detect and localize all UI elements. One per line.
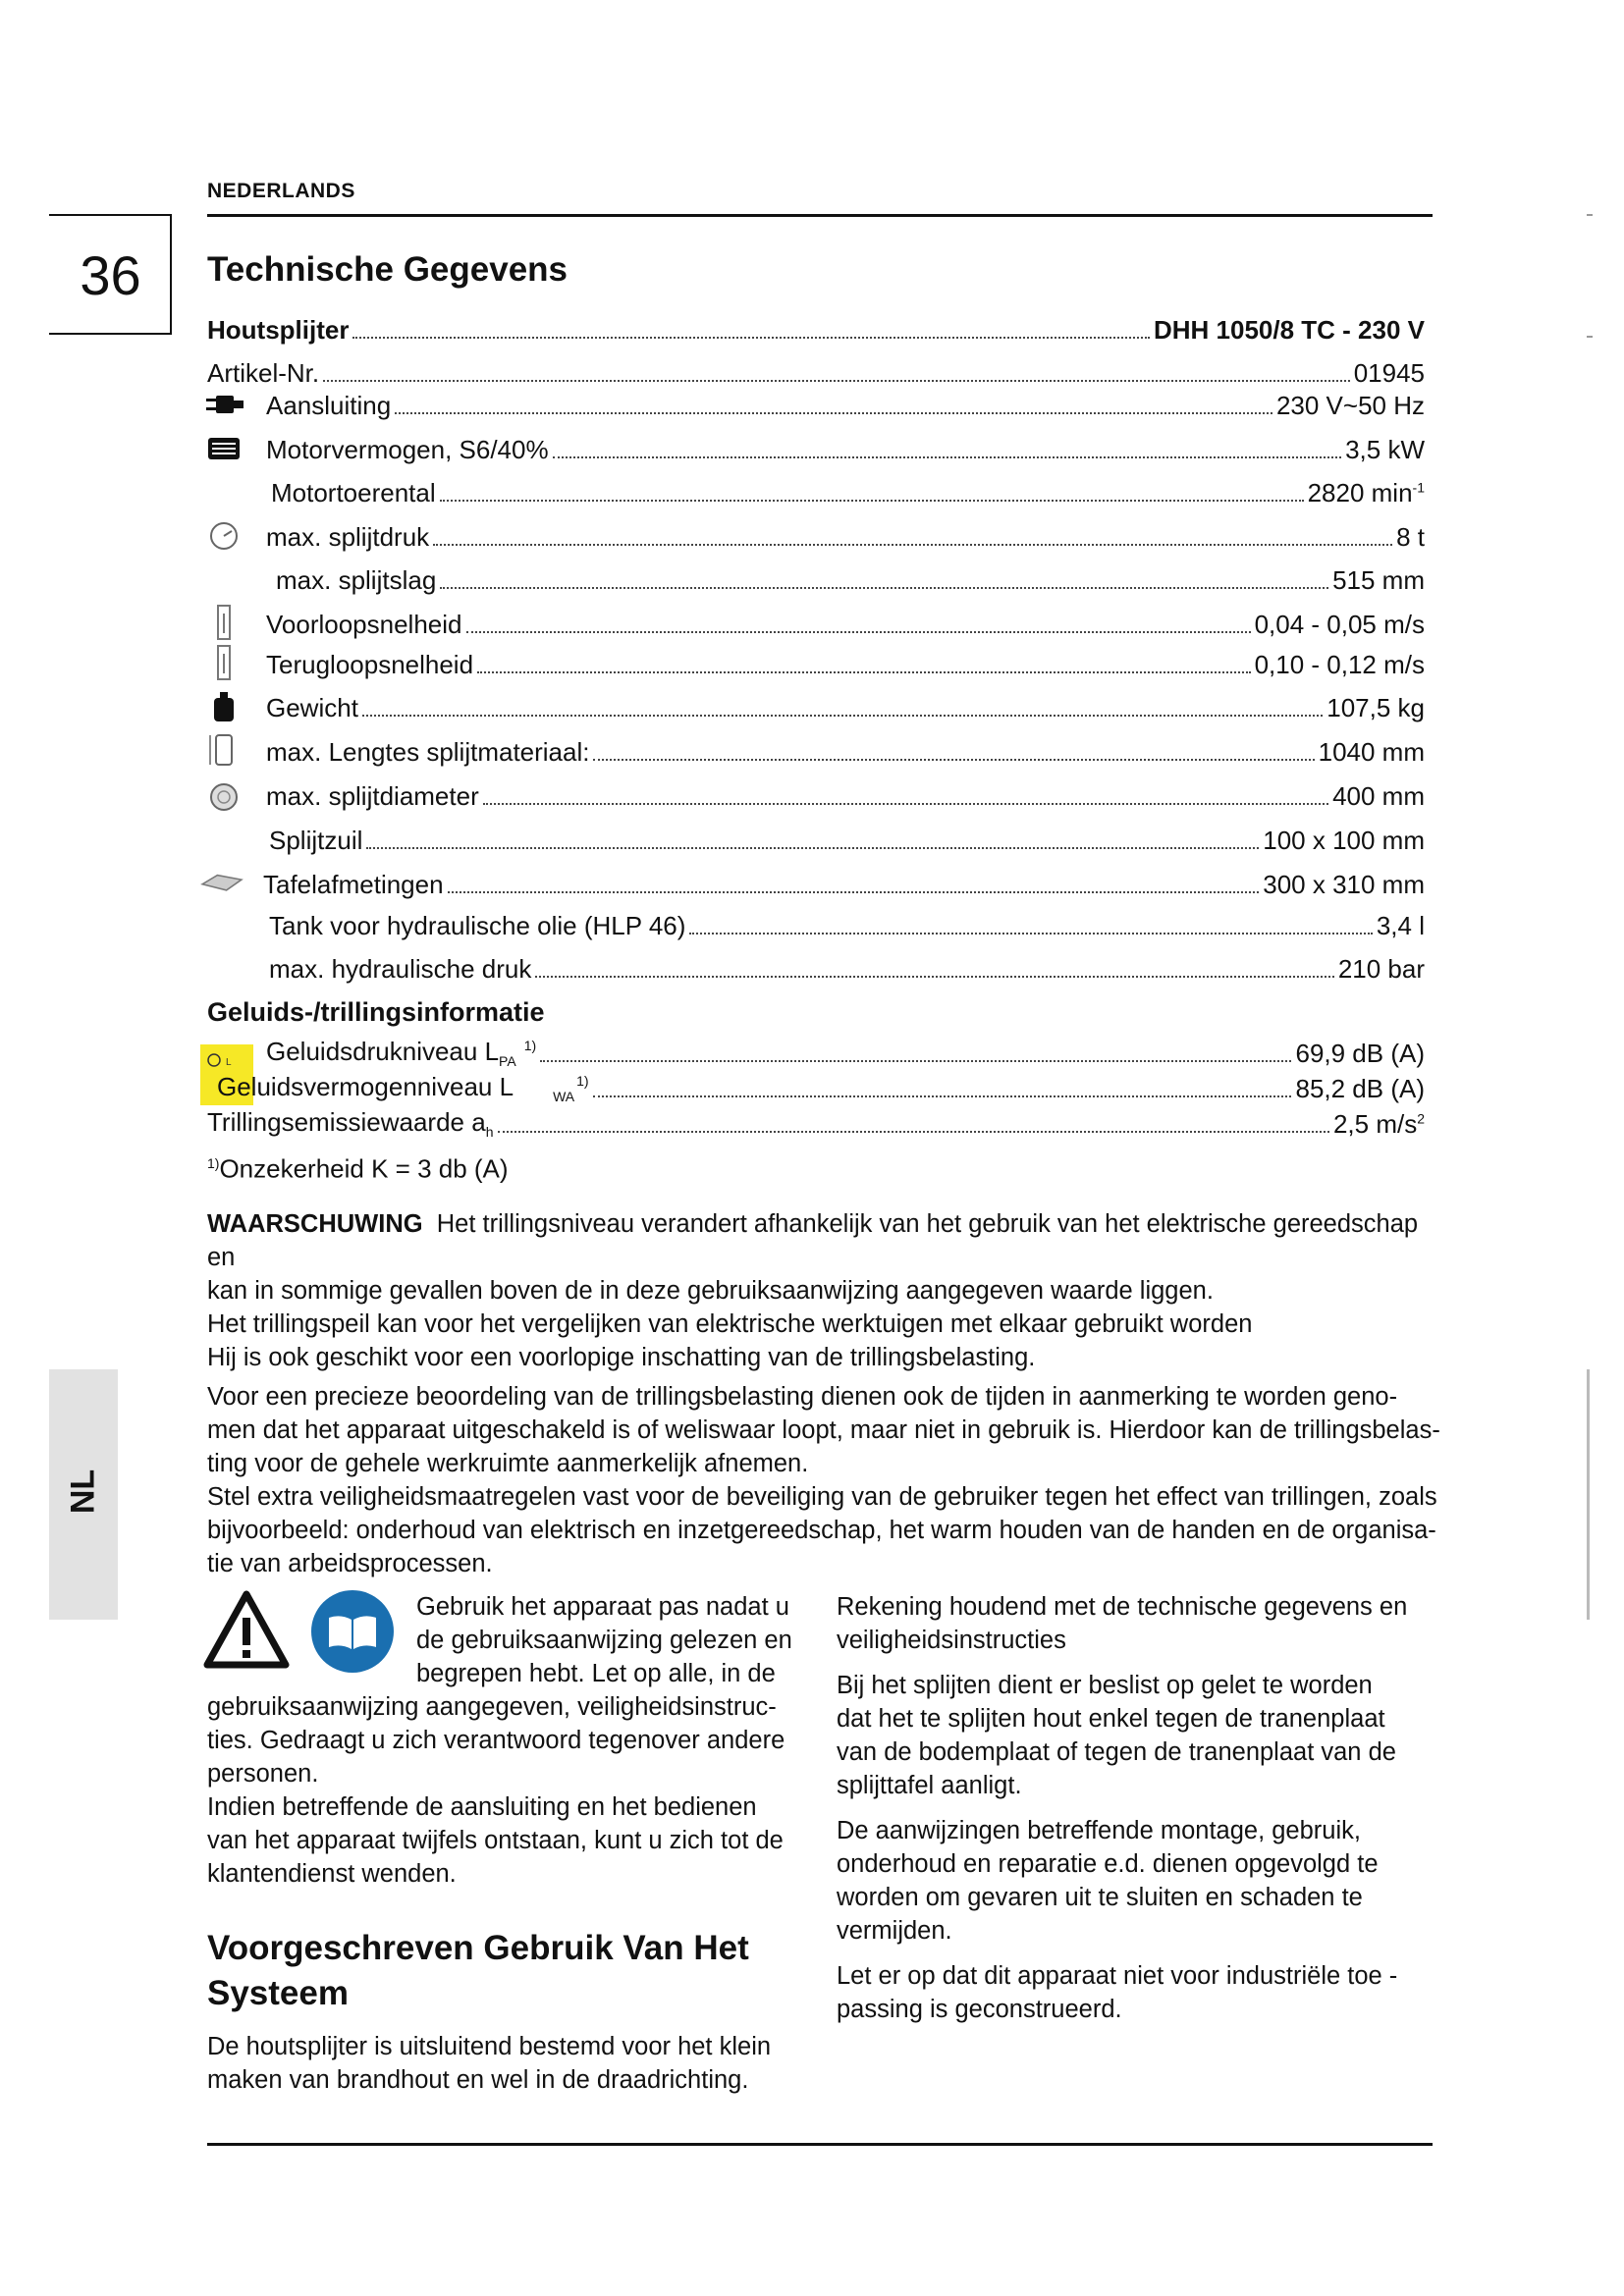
language-side-label: NL [64, 1468, 102, 1515]
leader-dots [433, 544, 1392, 546]
paragraph [837, 1814, 1407, 1948]
leader-dots [366, 847, 1259, 849]
spec-row [207, 908, 1425, 941]
warning-line: men dat het apparaat uitgeschakeld is of weliswaar loopt, maar niet in gebruik is. Hierdoor kan de trillingsbelas- [207, 1416, 1440, 1444]
warning-keyword: WAARSCHUWING [207, 1210, 423, 1238]
leader-dots [540, 1060, 1291, 1062]
spec-row [207, 432, 1425, 465]
margin-mark [1587, 214, 1593, 216]
safety-text [207, 1690, 785, 1891]
margin-mark [1587, 336, 1593, 338]
spec-label: Terugloopsnelheid [266, 650, 474, 679]
spec-value: 230 V~50 Hz [1275, 391, 1425, 420]
spec-value: 0,04 - 0,05 m/s [1254, 610, 1425, 639]
spec-value: 515 mm [1332, 565, 1425, 595]
spec-label: max. splijtdiameter [266, 781, 479, 811]
warning-line: Het trillingspeil kan voor het vergelijken van elektrische werktuigen met elkaar gebruikt worden [207, 1310, 1253, 1338]
text-line: van het apparaat twijfels ontstaan, kunt u zich tot de [207, 1827, 784, 1854]
spec-row [207, 388, 1425, 421]
noise-label: Geluidsvermogenniveau L $_{WA}^{1)}$ [217, 1071, 589, 1104]
text-line: De aanwijzingen betreffende montage, gebruik, [837, 1817, 1361, 1844]
leader-dots [535, 976, 1333, 978]
language-header: NEDERLANDS [207, 180, 355, 202]
leader-dots [689, 933, 1372, 934]
leader-dots [323, 380, 1350, 382]
table-plate-icon [199, 867, 244, 900]
intro-text [416, 1590, 792, 1690]
spec-value: 01945 [1353, 358, 1425, 388]
return-speed-icon [201, 647, 246, 680]
noise-value: 69,9 dB (A) [1295, 1039, 1425, 1068]
noise-row [207, 1071, 1425, 1104]
spec-label: Tank voor hydraulische olie (HLP 46) [269, 911, 686, 940]
noise-row [207, 1106, 1425, 1140]
margin-mark [1587, 1369, 1590, 1620]
text-line: De houtsplijter is uitsluitend bestemd voor het klein [207, 2033, 772, 2060]
noise-label: Geluidsdrukniveau $L_{PA}^{1)}$ [266, 1036, 537, 1069]
log-length-icon [201, 734, 246, 768]
weight-icon [201, 690, 246, 723]
text-line: van de bodemplaat of tegen de tranenplaat van de [837, 1738, 1396, 1766]
spec-label: Gewicht [266, 693, 358, 722]
noise-footnote: $^{1)}$Onzekerheid K = 3 db (A) [207, 1153, 509, 1184]
read-manual-icon [309, 1588, 396, 1675]
spec-label: max. hydraulische druk [269, 954, 532, 984]
paragraph [837, 1590, 1407, 1657]
footer-rule [207, 2143, 1433, 2146]
spec-value: 400 mm [1332, 781, 1425, 811]
paragraph [837, 1959, 1407, 2026]
page-title: Technische Gegevens [207, 250, 568, 289]
log-diameter-icon [201, 778, 246, 812]
leader-dots [362, 715, 1323, 717]
spec-label: Artikel-Nr. [207, 358, 320, 388]
spec-row [207, 690, 1425, 723]
text-line: Rekening houdend met de technische gegevens en [837, 1593, 1408, 1621]
spec-value: 0,10 - 0,12 m/s [1254, 650, 1425, 679]
text-line: personen. [207, 1760, 319, 1788]
spec-value: 2820 $\min^{-1}$ [1307, 478, 1425, 507]
spec-row [207, 355, 1425, 389]
text-line: de gebruiksaanwijzing gelezen en [416, 1627, 792, 1654]
warning-line: WAARSCHUWING Het trillingsniveau verandert afhankelijk van het gebruik van het elektrische gereedschap en [207, 1210, 1419, 1271]
spec-label: Aansluiting [266, 391, 392, 420]
spec-row [207, 519, 1425, 553]
pressure-gauge-icon [201, 519, 246, 553]
warning-line: Voor een precieze beoordeling van de trillingsbelasting dienen ook de tijden in aanmerking te worden geno- [207, 1383, 1398, 1411]
text-line: gebruiksaanwijzing aangegeven, veiligheidsinstruc- [207, 1693, 777, 1721]
spec-row [207, 823, 1425, 856]
product-name: Houtsplijter [207, 315, 350, 345]
spec-row [207, 778, 1425, 812]
noise-value: 2,5 $m/s^2$ [1332, 1109, 1425, 1139]
header-rule [207, 214, 1433, 217]
spec-label: Motorvermogen, S6/40% [266, 435, 549, 464]
spec-label: Tafelafmetingen [263, 870, 444, 899]
noise-label: Trillingsemissiewaarde $a_h$ [207, 1106, 494, 1140]
warning-triangle-icon [203, 1590, 290, 1669]
text-line: ties. Gedraagt u zich verantwoord tegenover andere [207, 1727, 785, 1754]
text-line: veiligheidsinstructies [837, 1627, 1066, 1654]
leader-dots [440, 500, 1304, 502]
leader-dots [498, 1131, 1329, 1133]
heading-line: Systeem [207, 1974, 349, 2012]
text-line: begrepen hebt. Let op alle, in de [416, 1660, 776, 1687]
warning-line: Hij is ook geschikt voor een voorlopige inschatting van de trillingsbelasting. [207, 1344, 1036, 1371]
spec-value: 8 t [1396, 522, 1425, 552]
forward-speed-icon [201, 607, 246, 640]
product-model: DHH 1050/8 TC - 230 V [1153, 315, 1425, 345]
usage-text [207, 2030, 771, 2097]
text-line: Bij het splijten dient er beslist op gelet te worden [837, 1672, 1373, 1699]
text-line: onderhoud en reparatie e.d. dienen opgevolgd te [837, 1850, 1379, 1878]
paragraph [837, 1669, 1407, 1802]
text-line: Gebruik het apparaat pas nadat u [416, 1593, 789, 1621]
leader-dots [395, 412, 1272, 414]
leader-dots [553, 456, 1341, 458]
noise-section-title: Geluids-/trillingsinformatie [207, 997, 545, 1027]
text-line: klantendienst wenden. [207, 1860, 457, 1888]
noise-value: 85,2 dB (A) [1295, 1074, 1425, 1103]
usage-heading [207, 1926, 749, 2016]
spec-value: 100 x 100 mm [1263, 826, 1425, 855]
text-line: dat het te splijten hout enkel tegen de tranenplaat [837, 1705, 1385, 1733]
spec-value: 1040 mm [1318, 737, 1425, 767]
spec-label: max. splijtdruk [266, 522, 430, 552]
leader-dots [448, 891, 1260, 893]
spec-label: max. Lengtes splijtmateriaal: [266, 737, 590, 767]
page-number: 36 [80, 244, 141, 306]
leader-dots [440, 587, 1328, 589]
spec-value: 300 x 310 mm [1263, 870, 1425, 899]
heading-line: Voorgeschreven Gebruik Van Het [207, 1929, 749, 1967]
motor-icon [201, 432, 246, 465]
product-row [207, 312, 1425, 346]
spec-row [207, 647, 1425, 680]
spec-value: 3,5 kW [1345, 435, 1425, 464]
spec-value: 3,4 l [1376, 911, 1425, 940]
text-line: passing is geconstrueerd. [837, 1996, 1122, 2023]
spec-label: Voorloopsnelheid [266, 610, 462, 639]
leader-dots [593, 759, 1314, 761]
leader-dots [483, 803, 1328, 805]
spec-label: max. splijtslag [276, 565, 437, 595]
spec-value: 107,5 kg [1326, 693, 1425, 722]
leader-dots [352, 337, 1150, 339]
leader-dots [593, 1095, 1292, 1097]
spec-row [207, 607, 1425, 640]
text-line: Indien betreffende de aansluiting en het bedienen [207, 1793, 757, 1821]
plug-icon [201, 388, 246, 421]
spec-row [207, 867, 1425, 900]
text-line: Let er op dat dit apparaat niet voor industriële toe - [837, 1962, 1398, 1990]
warning-line: ting voor de gehele werkruimte aanmerkelijk afnemen. [207, 1450, 809, 1477]
warning-line: Stel extra veiligheidsmaatregelen vast voor de beveiliging van de gebruiker tegen het effect van trillingen, zoals [207, 1483, 1437, 1511]
text-line: worden om gevaren uit te sluiten en schaden te [837, 1884, 1363, 1911]
noise-row [207, 1036, 1425, 1069]
svg-text:L: L [226, 1057, 232, 1068]
warning-line: bijvoorbeeld: onderhoud van elektrisch en inzetgereedschap, het warm houden van de handen en de organisa- [207, 1517, 1436, 1544]
right-column [837, 1590, 1407, 2026]
spec-label: Motortoerental [271, 478, 436, 507]
warning-line: kan in sommige gevallen boven de in deze gebruiksaanwijzing aangegeven waarde liggen. [207, 1277, 1214, 1305]
text-line: splijttafel aanligt. [837, 1772, 1022, 1799]
leader-dots [466, 631, 1251, 633]
spec-row [207, 951, 1425, 985]
spec-row [207, 734, 1425, 768]
warning-block [207, 1207, 1444, 1580]
spec-row [207, 475, 1425, 508]
spec-label: Splijtzuil [269, 826, 363, 855]
leader-dots [477, 671, 1251, 673]
spec-row [207, 562, 1425, 596]
warning-line: tie van arbeidsprocessen. [207, 1550, 493, 1577]
spec-value: 210 bar [1337, 954, 1425, 984]
text-line: maken van brandhout en wel in de draadrichting. [207, 2066, 749, 2094]
text-line: vermijden. [837, 1917, 952, 1945]
